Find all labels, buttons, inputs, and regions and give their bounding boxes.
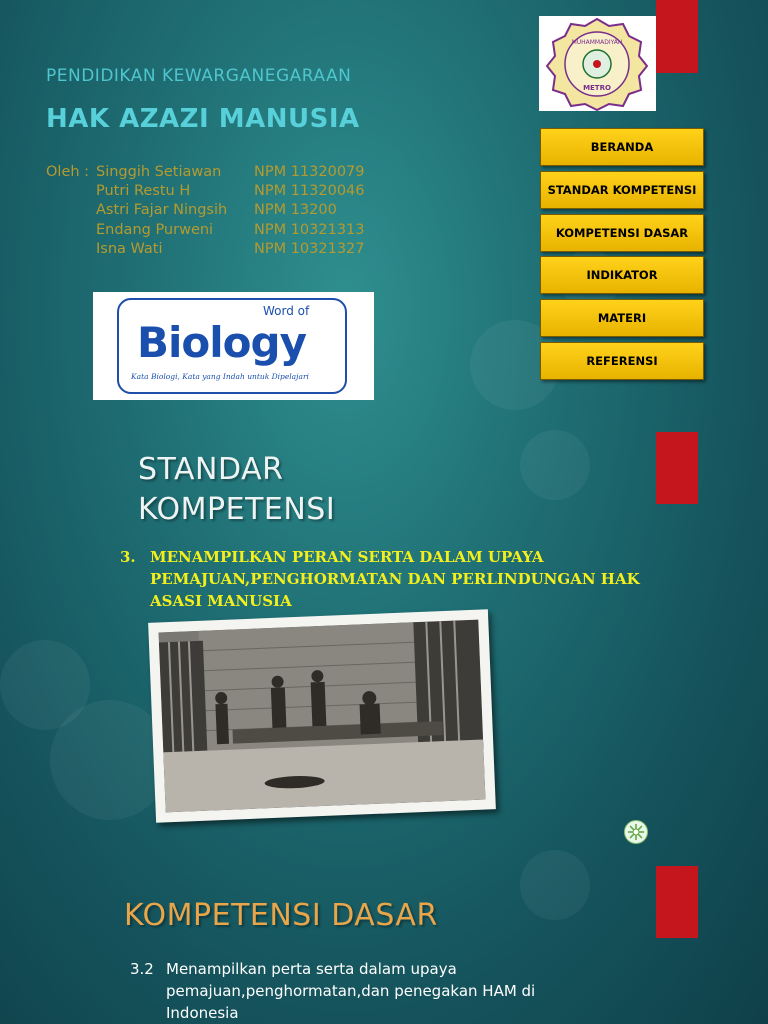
author-npm: NPM 11320046 xyxy=(254,183,365,200)
author-prefix: Oleh : xyxy=(46,164,90,180)
standar-number: 3. xyxy=(120,548,136,566)
author-row xyxy=(46,182,365,201)
biology-logo-tagline: Kata Biologi, Kata yang Indah untuk Dipelajari xyxy=(131,372,309,381)
author-row xyxy=(46,221,365,240)
author-name: Putri Restu H xyxy=(96,183,191,200)
university-seal-icon xyxy=(539,16,656,111)
author-row xyxy=(46,201,365,220)
author-name: Endang Purweni xyxy=(96,221,214,238)
accent-bar xyxy=(656,866,698,938)
author-name: Astri Fajar Ningsih xyxy=(96,202,228,219)
author-row xyxy=(46,163,365,182)
page-title: HAK AZAZI MANUSIA xyxy=(46,104,360,134)
biology-logo-word: Biology xyxy=(137,318,306,367)
kompetensi-dasar-slide xyxy=(0,860,768,1024)
seal-univ-text: MUHAMMADIYAH xyxy=(571,39,623,46)
nav-beranda-button[interactable]: BERANDA xyxy=(540,128,704,166)
kompetensi-text: Menampilkan perta serta dalam upaya pemajuan,penghormatan,dan penegakan HAM di Indonesia xyxy=(166,960,536,1022)
nav-indikator-button[interactable]: INDIKATOR xyxy=(540,256,704,294)
author-row xyxy=(46,240,365,259)
standar-kompetensi-slide xyxy=(0,420,768,860)
decor-bubble xyxy=(520,850,590,920)
nav-referensi-button[interactable]: REFERENSI xyxy=(540,342,704,380)
historical-photo xyxy=(148,609,496,822)
author-npm: NPM 13200 xyxy=(254,202,337,219)
standar-text: MENAMPILKAN PERAN SERTA DALAM UPAYA PEMAJUAN,PENGHORMATAN DAN PERLINDUNGAN HAK ASASI MANUSIA xyxy=(150,548,640,610)
kompetensi-number: 3.2 xyxy=(130,960,154,978)
nav-standar-kompetensi-button[interactable]: STANDAR KOMPETENSI xyxy=(540,171,704,209)
nav-materi-button[interactable]: MATERI xyxy=(540,299,704,337)
author-npm: NPM 11320079 xyxy=(254,164,365,180)
university-logo xyxy=(539,16,656,111)
biology-logo-wordof: Word of xyxy=(263,304,310,318)
decor-bubble xyxy=(520,430,590,500)
flower-icon xyxy=(624,820,648,844)
author-list xyxy=(46,163,365,259)
accent-bar xyxy=(656,0,698,73)
accent-bar xyxy=(656,432,698,504)
title-slide xyxy=(0,0,768,420)
biology-logo xyxy=(93,292,374,400)
biology-logo-frame xyxy=(117,298,347,394)
author-npm: NPM 10321327 xyxy=(254,240,365,257)
kompetensi-heading: KOMPETENSI DASAR xyxy=(124,898,438,933)
author-npm: NPM 10321313 xyxy=(254,221,365,238)
standar-heading-line1: STANDAR xyxy=(138,452,284,487)
standar-heading-line2: KOMPETENSI xyxy=(138,492,336,527)
course-subtitle: PENDIDIKAN KEWARGANEGARAAN xyxy=(46,66,352,86)
standar-heading xyxy=(138,450,335,530)
author-name: Isna Wati xyxy=(96,240,163,257)
author-name: Singgih Setiawan xyxy=(96,164,222,180)
seal-city-text: METRO xyxy=(583,84,611,92)
photo-image xyxy=(159,620,486,813)
nav-kompetensi-dasar-button[interactable]: KOMPETENSI DASAR xyxy=(540,214,704,252)
